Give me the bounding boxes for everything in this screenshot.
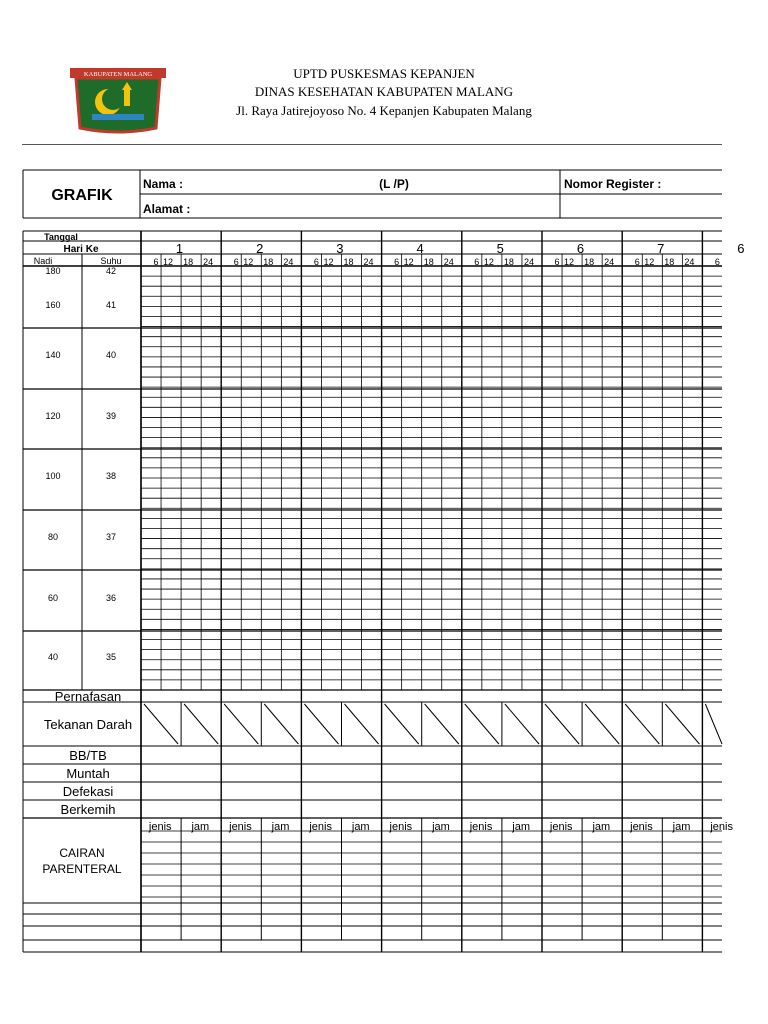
bp-slash xyxy=(465,704,499,744)
suhu-value: 39 xyxy=(105,411,117,421)
suhu-value: 42 xyxy=(105,266,117,276)
hour-label: 6 xyxy=(634,257,640,267)
register-label: Nomor Register : xyxy=(564,177,662,191)
nadi-value: 120 xyxy=(45,411,61,421)
hour-label: 18 xyxy=(183,257,194,267)
nadi-value: 40 xyxy=(47,652,59,662)
hour-label: 12 xyxy=(163,257,174,267)
nadi-value: 100 xyxy=(45,471,61,481)
jenis-label: jenis xyxy=(389,821,413,833)
day-number: 5 xyxy=(496,241,504,256)
bp-slash xyxy=(625,704,659,744)
jenis-label: jenis xyxy=(148,821,172,833)
day-number: 7 xyxy=(657,241,665,256)
header-line-1: UPTD PUSKESMAS KEPANJEN xyxy=(293,66,475,81)
day-number: 2 xyxy=(256,241,264,256)
pernafasan-label: Pernafasan xyxy=(54,689,122,704)
nadi-value: 160 xyxy=(45,300,61,310)
day-number: 1 xyxy=(175,241,184,256)
suhu-value: 37 xyxy=(105,532,117,542)
bbtb-label: BB/TB xyxy=(69,748,107,763)
hour-label: 12 xyxy=(483,257,494,267)
jenis-label: jenis xyxy=(630,821,653,833)
bp-slash xyxy=(545,704,579,744)
hour-label: 24 xyxy=(203,257,214,267)
suhu-value: 38 xyxy=(105,471,117,481)
bp-slash xyxy=(665,704,699,744)
hour-label: 6 xyxy=(714,257,720,267)
logo-text: KABUPATEN MALANG xyxy=(83,71,153,78)
nama-label: Nama : xyxy=(143,177,184,191)
jam-label: jam xyxy=(672,821,691,833)
day-number: 4 xyxy=(416,241,424,256)
jenis-label: jenis xyxy=(469,821,493,833)
bp-slash xyxy=(585,704,619,744)
grafik-label: GRAFIK xyxy=(51,187,113,204)
bp-slash xyxy=(144,704,178,744)
hour-label: 18 xyxy=(664,257,675,267)
jam-label: jam xyxy=(592,821,611,833)
lp-label: (L /P) xyxy=(379,177,409,191)
bp-slash xyxy=(184,704,218,744)
hour-label: 6 xyxy=(153,257,159,267)
hour-label: 6 xyxy=(474,257,480,267)
bp-slash xyxy=(224,704,258,744)
nadi-value: 80 xyxy=(47,532,59,542)
nadi-label: Nadi xyxy=(33,256,53,266)
hour-label: 24 xyxy=(523,257,534,267)
suhu-value: 35 xyxy=(105,652,117,662)
hour-label: 24 xyxy=(684,257,695,267)
hour-label: 24 xyxy=(604,257,615,267)
nadi-value: 140 xyxy=(45,350,61,360)
hour-label: 12 xyxy=(243,257,254,267)
jam-label: jam xyxy=(512,821,531,833)
bp-slash xyxy=(264,704,298,744)
tekanan-darah-label: Tekanan Darah xyxy=(43,717,133,732)
hour-label: 18 xyxy=(584,257,595,267)
nadi-value: 60 xyxy=(47,593,59,603)
jam-label: jam xyxy=(271,821,290,833)
hour-label: 18 xyxy=(263,257,274,267)
hour-label: 12 xyxy=(403,257,414,267)
jam-label: jam xyxy=(432,821,450,833)
parenteral-label: PARENTERAL xyxy=(42,862,122,876)
hour-label: 18 xyxy=(343,257,354,267)
bp-slash xyxy=(705,704,722,744)
day-number: 6 xyxy=(576,241,585,256)
muntah-label: Muntah xyxy=(66,766,110,781)
jenis-label: jenis xyxy=(229,821,252,833)
hour-label: 24 xyxy=(283,257,294,267)
alamat-label: Alamat : xyxy=(143,202,191,216)
jenis-label: jenis xyxy=(549,821,573,833)
suhu-label: Suhu xyxy=(100,256,122,266)
defekasi-label: Defekasi xyxy=(62,784,114,799)
hour-label: 6 xyxy=(554,257,560,267)
hour-label: 6 xyxy=(313,257,319,267)
hour-label: 24 xyxy=(443,257,454,267)
jam-label: jam xyxy=(191,821,210,833)
tanggal-label: Tanggal xyxy=(44,232,78,242)
bp-slash xyxy=(345,704,379,744)
day-number: 6 xyxy=(737,241,745,256)
header-line-2: DINAS KESEHATAN KABUPATEN MALANG xyxy=(254,84,514,99)
jenis-label: jenis xyxy=(710,821,733,833)
jam-label: jam xyxy=(351,821,370,833)
suhu-value: 41 xyxy=(105,300,117,310)
cairan-label: CAIRAN xyxy=(59,846,105,860)
hour-label: 18 xyxy=(503,257,514,267)
bp-slash xyxy=(425,704,459,744)
suhu-value: 40 xyxy=(105,350,117,360)
day-number: 3 xyxy=(336,241,344,256)
berkemih-label: Berkemih xyxy=(60,802,116,817)
hour-label: 6 xyxy=(233,257,239,267)
bp-slash xyxy=(304,704,338,744)
bp-slash xyxy=(505,704,539,744)
nadi-value: 180 xyxy=(45,266,61,276)
hour-label: 12 xyxy=(564,257,575,267)
hour-label: 12 xyxy=(323,257,334,267)
jenis-label: jenis xyxy=(309,821,332,833)
hour-label: 24 xyxy=(363,257,374,267)
header-line-3: Jl. Raya Jatirejoyoso No. 4 Kepanjen Kabupaten Malang xyxy=(236,103,532,118)
hour-label: 12 xyxy=(644,257,655,267)
hour-label: 18 xyxy=(423,257,434,267)
hour-label: 6 xyxy=(394,257,400,267)
hari-label: Hari Ke xyxy=(63,244,99,255)
bp-slash xyxy=(385,704,419,744)
suhu-value: 36 xyxy=(105,593,117,603)
